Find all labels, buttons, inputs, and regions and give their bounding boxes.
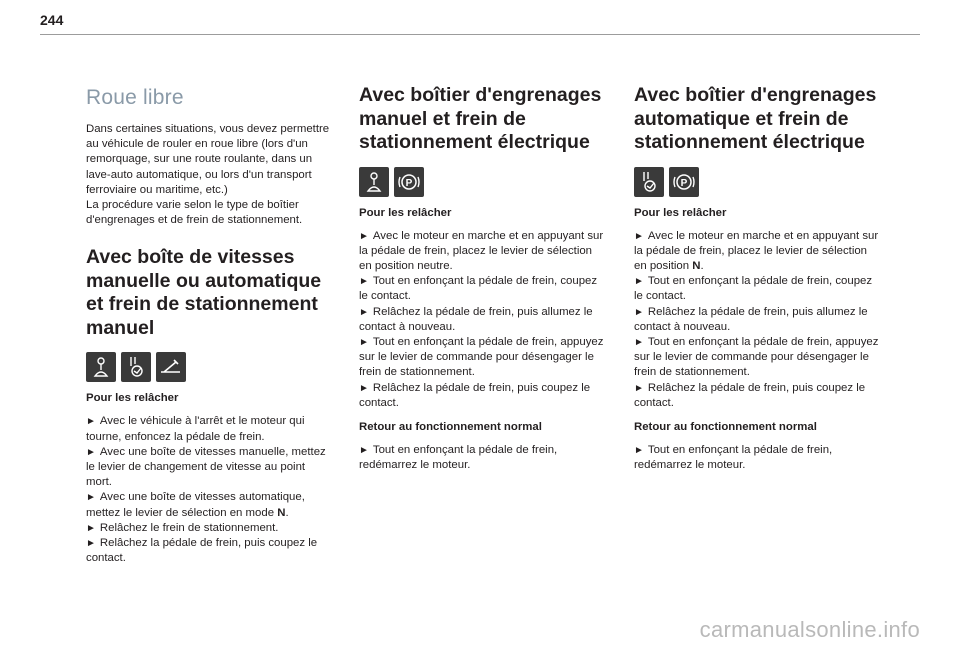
step-item: ► Tout en enfonçant la pédale de frein, redémarrez le moteur. <box>359 443 558 472</box>
icon-row <box>86 352 341 382</box>
step-item: ► Avec une boîte de vitesses manuelle, mettez le levier de changement de vitesse au point mort. <box>86 445 326 489</box>
bullet-arrow: ► <box>634 230 644 242</box>
bullet-arrow: ► <box>359 276 369 288</box>
column-free-wheel <box>86 80 341 566</box>
step-item: ► Relâchez la pédale de frein, puis coupez le contact. <box>634 381 866 409</box>
automatic-gear-lever-icon <box>121 352 151 382</box>
step-item: ► Tout en enfonçant la pédale de frein, coupez le contact. <box>634 275 873 303</box>
page-number: 244 <box>40 12 64 28</box>
electric-parking-brake-icon <box>394 167 424 197</box>
release-steps <box>86 414 341 566</box>
release-subtitle: Pour les relâcher <box>86 392 179 405</box>
manual-parking-brake-icon <box>156 352 186 382</box>
release-subtitle: Pour les relâcher <box>359 206 452 219</box>
mode-n: N <box>277 506 286 519</box>
page-title: Roue libre <box>86 86 184 109</box>
bullet-arrow: ► <box>634 276 644 288</box>
step-item: ► Avec le véhicule à l'arrêt et le moteur qui tourne, enfoncez la pédale de frein. <box>86 415 305 443</box>
return-steps <box>634 443 889 473</box>
bullet-arrow: ► <box>359 382 369 394</box>
return-steps <box>359 443 614 473</box>
bullet-arrow: ► <box>86 538 96 550</box>
release-subtitle: Pour les relâcher <box>634 206 727 219</box>
section-title-automatic-electric: Avec boîtier d'engrenages automatique et frein de stationnement électrique <box>634 84 877 153</box>
svg-text:P: P <box>405 177 413 189</box>
step-item: ► Avec le moteur en marche et en appuyant sur la pédale de frein, placez le levier de sélection en position N. <box>634 229 879 272</box>
step-item: ► Relâchez la pédale de frein, puis allumez le contact à nouveau. <box>359 305 593 333</box>
bullet-arrow: ► <box>86 492 96 504</box>
header-divider <box>40 34 920 35</box>
svg-text:P: P <box>680 177 688 189</box>
release-steps <box>634 229 889 411</box>
step-item: ► Relâchez la pédale de frein, puis allumez le contact à nouveau. <box>634 305 868 333</box>
step-item: ► Relâchez la pédale de frein, puis coupez le contact. <box>86 537 318 565</box>
intro-paragraph: Dans certaines situations, vous devez permettre au véhicule de rouler en roue libre (lors d'un remorquage, sur une route roulante, dans un lave-auto automatique, ou lors d'un transport ferroviaire ou maritime, etc.) La procédure varie selon le type de boîtier d'engrenages et de frein de stationnement. <box>86 123 330 227</box>
return-subtitle: Retour au fonctionnement normal <box>359 420 542 433</box>
column-automatic-electric-brake <box>634 80 889 473</box>
bullet-arrow: ► <box>359 230 369 242</box>
electric-parking-brake-icon <box>669 167 699 197</box>
step-item: ► Tout en enfonçant la pédale de frein, appuyez sur le levier de commande pour désengager le frein de stationnement. <box>359 335 604 379</box>
bullet-arrow: ► <box>86 446 96 458</box>
bullet-arrow: ► <box>359 306 369 318</box>
icon-row <box>634 167 889 197</box>
manual-gear-lever-icon <box>86 352 116 382</box>
column-manual-electric-brake <box>359 80 614 473</box>
mode-n: N <box>692 259 701 272</box>
step-item: ► Relâchez la pédale de frein, puis coupez le contact. <box>359 381 591 409</box>
step-item: ► Tout en enfonçant la pédale de frein, appuyez sur le levier de commande pour désengager le frein de stationnement. <box>634 335 879 379</box>
step-item: ► Avec le moteur en marche et en appuyant sur la pédale de frein, placez le levier de sélection en position neutre. <box>359 229 604 272</box>
icon-row <box>359 167 614 197</box>
section-title-manual-electric: Avec boîtier d'engrenages manuel et frein de stationnement électrique <box>359 84 602 153</box>
automatic-gear-lever-icon <box>634 167 664 197</box>
step-item: ► Relâchez le frein de stationnement. <box>86 521 279 534</box>
section-title-manual-brake: Avec boîte de vitesses manuelle ou automatique et frein de stationnement manuel <box>86 246 322 339</box>
bullet-arrow: ► <box>634 306 644 318</box>
release-steps <box>359 229 614 411</box>
bullet-arrow: ► <box>359 444 369 456</box>
bullet-arrow: ► <box>86 522 96 534</box>
step-item: ► Avec une boîte de vitesses automatique, mettez le levier de sélection en mode N. <box>86 491 305 519</box>
bullet-arrow: ► <box>634 382 644 394</box>
bullet-arrow: ► <box>634 444 644 456</box>
bullet-arrow: ► <box>634 336 644 348</box>
step-item: ► Tout en enfonçant la pédale de frein, coupez le contact. <box>359 275 598 303</box>
return-subtitle: Retour au fonctionnement normal <box>634 420 817 433</box>
bullet-arrow: ► <box>86 416 96 428</box>
step-item: ► Tout en enfonçant la pédale de frein, redémarrez le moteur. <box>634 443 833 472</box>
watermark: carmanualsonline.info <box>699 617 920 642</box>
bullet-arrow: ► <box>359 336 369 348</box>
manual-gear-lever-icon <box>359 167 389 197</box>
